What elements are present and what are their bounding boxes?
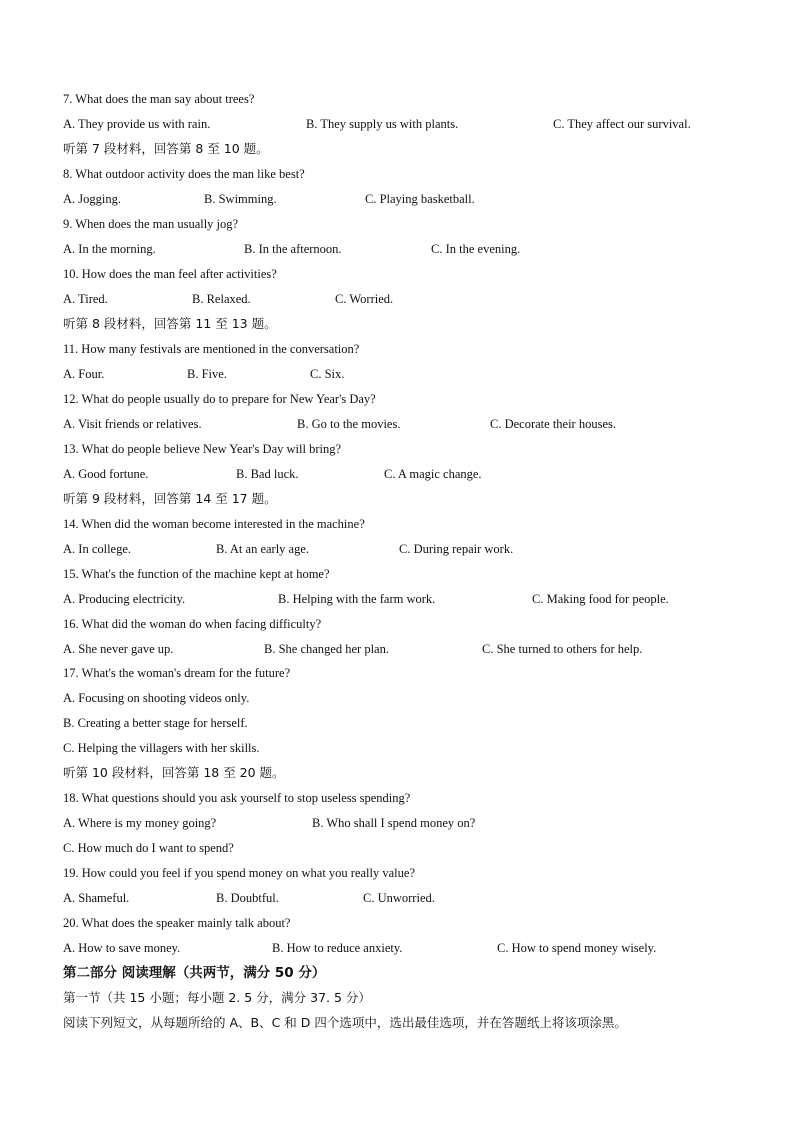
question-17-option-c: C. Helping the villagers with her skills.: [63, 741, 260, 755]
option-c: C. Worried.: [335, 292, 394, 306]
instruction-section-8: 听第 8 段材料，回答第 11 至 13 题。: [63, 316, 277, 331]
option-c: C. Playing basketball.: [365, 192, 475, 206]
part-2-title: 第二部分 阅读理解（共两节，满分 50 分）: [63, 965, 326, 981]
option-a: A. In college.: [63, 542, 132, 556]
option-a: A. Producing electricity.: [63, 592, 186, 606]
option-a: A. How to save money.: [63, 941, 181, 955]
question-18: 18. What questions should you ask yourself to stop useless spending?: [63, 791, 411, 805]
question-8: 8. What outdoor activity does the man like best?: [63, 167, 305, 181]
option-a: A. Shameful.: [63, 891, 130, 905]
question-20: 20. What does the speaker mainly talk about?: [63, 916, 291, 930]
option-a: A. Visit friends or relatives.: [63, 417, 202, 431]
instruction-section-10: 听第 10 段材料，回答第 18 至 20 题。: [63, 765, 285, 780]
question-14: 14. When did the woman become interested in the machine?: [63, 517, 365, 531]
option-b: B. How to reduce anxiety.: [272, 941, 403, 955]
reading-instruction: 阅读下列短文，从每题所给的 A、B、C 和 D 四个选项中，选出最佳选项，并在答题纸上将该项涂黑。: [63, 1015, 627, 1030]
option-b: B. Bad luck.: [236, 467, 299, 481]
option-b: B. Swimming.: [204, 192, 277, 206]
question-19: 19. How could you feel if you spend money on what you really value?: [63, 866, 415, 880]
option-c: C. How to spend money wisely.: [497, 941, 657, 955]
option-a: A. They provide us with rain.: [63, 117, 211, 131]
option-a: A. Jogging.: [63, 192, 121, 206]
question-18-option-c: C. How much do I want to spend?: [63, 841, 234, 855]
question-11: 11. How many festivals are mentioned in the conversation?: [63, 342, 360, 356]
question-17-option-a: A. Focusing on shooting videos only.: [63, 691, 250, 705]
instruction-section-9: 听第 9 段材料，回答第 14 至 17 题。: [63, 491, 277, 506]
question-7: 7. What does the man say about trees?: [63, 92, 255, 106]
question-13: 13. What do people believe New Year's Day will bring?: [63, 442, 341, 456]
option-c: C. During repair work.: [399, 542, 514, 556]
question-17-option-b: B. Creating a better stage for herself.: [63, 716, 248, 730]
option-b: B. They supply us with plants.: [306, 117, 459, 131]
option-b: B. Who shall I spend money on?: [312, 816, 476, 830]
option-c: C. Unworried.: [363, 891, 435, 905]
question-16: 16. What did the woman do when facing difficulty?: [63, 617, 322, 631]
option-c: C. Decorate their houses.: [490, 417, 617, 431]
section-1-heading: 第一节（共 15 小题；每小题 2. 5 分，满分 37. 5 分）: [63, 990, 371, 1005]
option-b: B. Relaxed.: [192, 292, 251, 306]
question-15: 15. What's the function of the machine kept at home?: [63, 567, 330, 581]
question-17: 17. What's the woman's dream for the future?: [63, 666, 291, 680]
option-c: C. In the evening.: [431, 242, 521, 256]
question-10: 10. How does the man feel after activities?: [63, 267, 277, 281]
option-c: C. Making food for people.: [532, 592, 669, 606]
question-9: 9. When does the man usually jog?: [63, 217, 239, 231]
option-c: C. She turned to others for help.: [482, 642, 643, 656]
option-a: A. In the morning.: [63, 242, 156, 256]
option-a: A. Tired.: [63, 292, 108, 306]
option-b: B. In the afternoon.: [244, 242, 342, 256]
option-b: B. She changed her plan.: [264, 642, 389, 656]
option-a: A. Good fortune.: [63, 467, 149, 481]
option-b: B. Helping with the farm work.: [278, 592, 436, 606]
option-b: B. Doubtful.: [216, 891, 279, 905]
question-12: 12. What do people usually do to prepare for New Year's Day?: [63, 392, 376, 406]
option-a: A. She never gave up.: [63, 642, 174, 656]
option-a: A. Where is my money going?: [63, 816, 217, 830]
instruction-section-7: 听第 7 段材料，回答第 8 至 10 题。: [63, 141, 269, 156]
option-b: B. Five.: [187, 367, 227, 381]
option-a: A. Four.: [63, 367, 105, 381]
option-c: C. They affect our survival.: [553, 117, 691, 131]
option-c: C. A magic change.: [384, 467, 482, 481]
option-b: B. At an early age.: [216, 542, 310, 556]
option-c: C. Six.: [310, 367, 345, 381]
option-b: B. Go to the movies.: [297, 417, 401, 431]
